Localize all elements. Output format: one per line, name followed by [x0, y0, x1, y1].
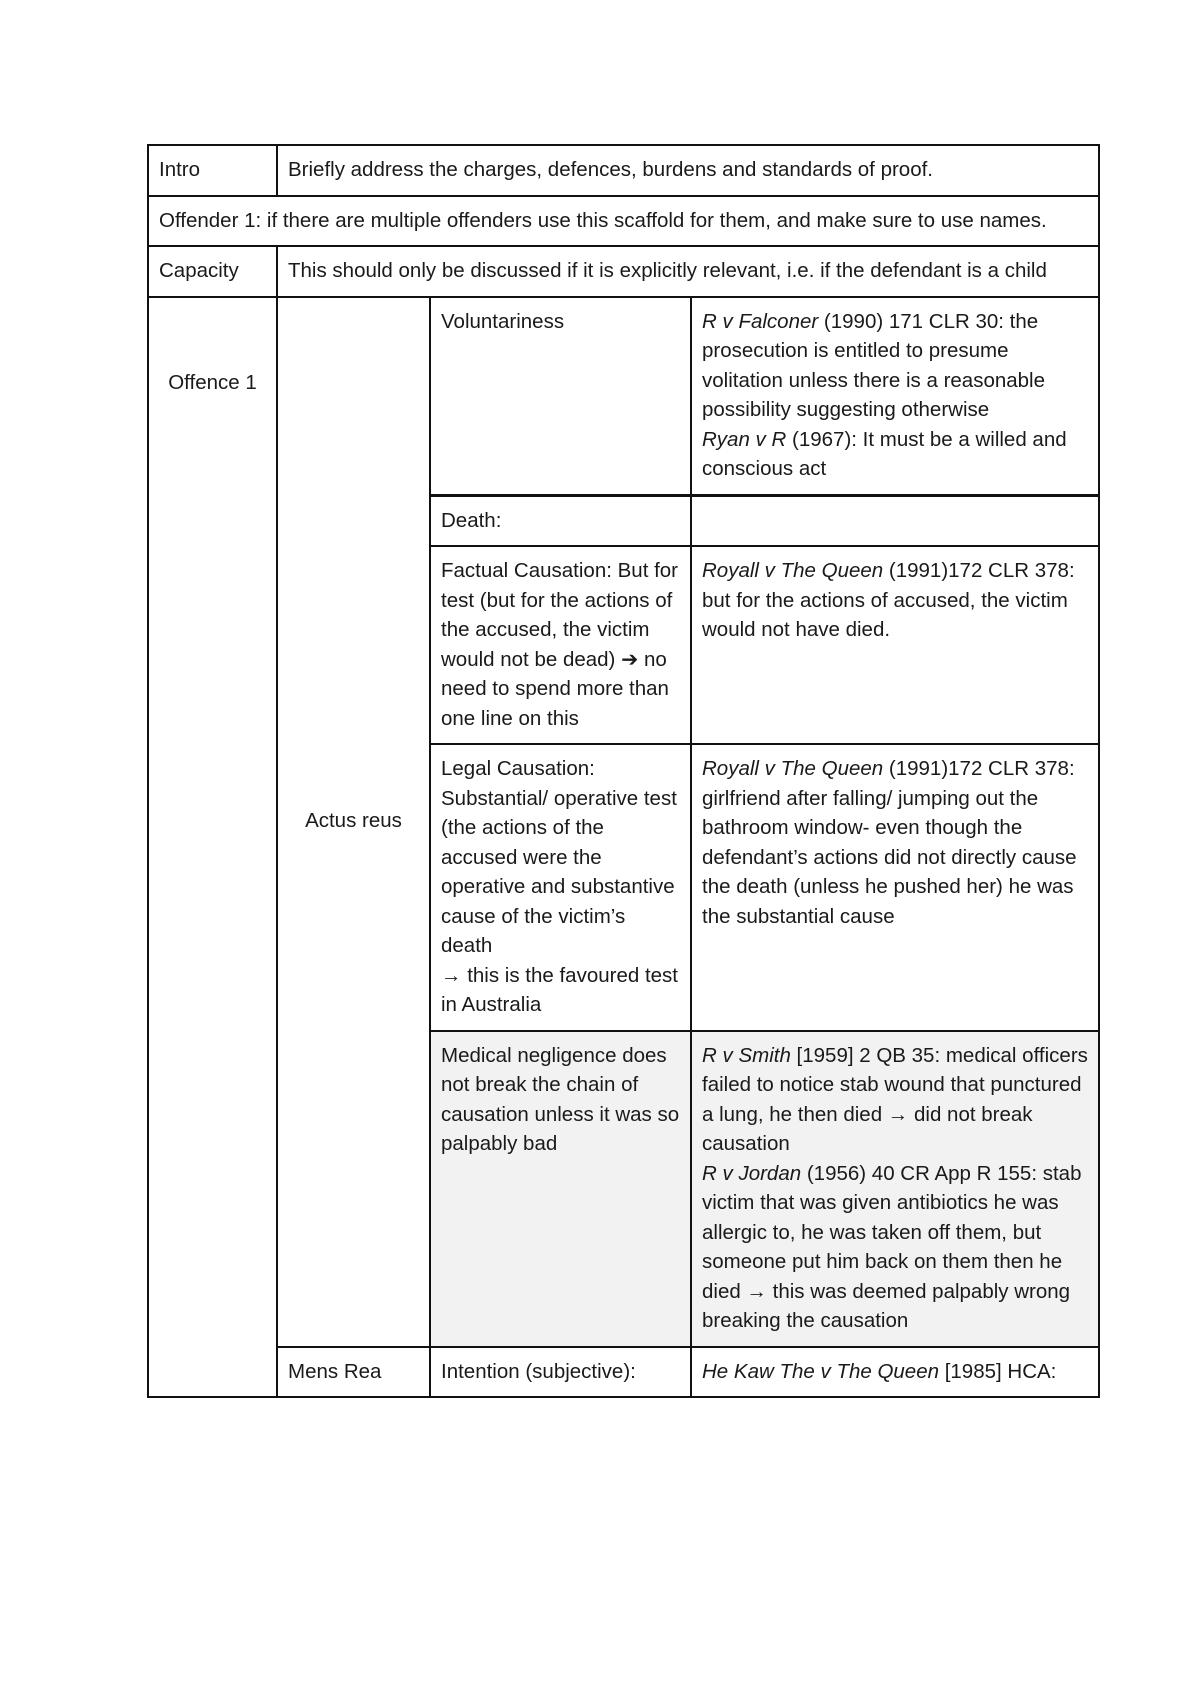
case-text: (1990) 171 CLR 30: the prosecution is entitled to presume volitation unless there is a reasonable possibility suggesting otherwise — [702, 309, 1046, 421]
intro-text: Briefly address the charges, defences, burdens and standards of proof. — [277, 145, 1099, 196]
death-label: Death: — [430, 495, 691, 546]
mens-rea-element: Intention (subjective): — [430, 1347, 691, 1398]
intro-row — [148, 145, 1099, 196]
offender-text: Offender 1: if there are multiple offenders use this scaffold for them, and make sure to use names. — [148, 196, 1099, 247]
legal-causation-label — [430, 744, 691, 1031]
legal-causation-note: → this is the favoured test in Australia — [441, 963, 679, 1016]
case-text: (1956) 40 CR App R 155: stab victim that was given antibiotics he was allergic to, he was taken off them, but someone put him back on them then he died → this was deemed palpably wrong breaking the causation — [702, 1161, 1082, 1332]
mens-rea-case — [691, 1347, 1099, 1398]
voluntariness-case-1 — [702, 307, 1088, 425]
actus-reus-label: Actus reus — [277, 297, 430, 1347]
mens-rea-row — [148, 1347, 1099, 1398]
scaffold-table — [147, 144, 1100, 1398]
medical-negligence-cases — [691, 1031, 1099, 1347]
capacity-text: This should only be discussed if it is explicitly relevant, i.e. if the defendant is a child — [277, 246, 1099, 297]
case-text: (1991)172 CLR 378: but for the actions of accused, the victim would not have died. — [702, 559, 1075, 641]
medical-negligence-case-1 — [702, 1041, 1088, 1159]
offender-row — [148, 196, 1099, 247]
case-name: Ryan v R — [702, 427, 787, 451]
case-name: He Kaw The v The Queen — [702, 1359, 940, 1383]
legal-causation-main: Legal Causation: Substantial/ operative test (the actions of the accused were the operative and substantive cause of the victim’s death — [441, 757, 677, 957]
medical-negligence-case-2 — [702, 1159, 1088, 1336]
legal-causation-case — [691, 744, 1099, 1031]
case-name: R v Falconer — [702, 309, 819, 333]
capacity-row — [148, 246, 1099, 297]
case-name: Royall v The Queen — [702, 559, 884, 582]
mens-rea-label: Mens Rea — [277, 1347, 430, 1398]
voluntariness-row — [148, 297, 1099, 496]
death-text — [691, 495, 1099, 546]
factual-causation-label: Factual Causation: But for test (but for the actions of the accused, the victim would not be dead) ➔ no need to spend more than one line on this — [430, 546, 691, 744]
voluntariness-case-2 — [702, 425, 1088, 484]
intro-label: Intro — [148, 145, 277, 196]
case-text: [1985] HCA: — [939, 1359, 1057, 1383]
medical-negligence-label: Medical negligence does not break the chain of causation unless it was so palpably bad — [430, 1031, 691, 1347]
voluntariness-label: Voluntariness — [430, 297, 691, 496]
case-text: (1967): It must be a willed and conscious act — [702, 427, 1067, 480]
case-name: R v Jordan — [702, 1161, 802, 1185]
case-name: Royall v The Queen — [702, 757, 884, 780]
offence-label: Offence 1 — [148, 297, 277, 1398]
voluntariness-cases — [691, 297, 1099, 496]
case-text: (1991)172 CLR 378: girlfriend after falling/ jumping out the bathroom window- even though the defendant’s actions did not directly cause the death (unless he pushed her) he was the substantial cause — [702, 757, 1077, 928]
factual-causation-case — [691, 546, 1099, 744]
case-text: [1959] 2 QB 35: medical officers failed to notice stab wound that punctured a lung, he then died → did not break causation — [702, 1043, 1088, 1155]
capacity-label: Capacity — [148, 246, 277, 297]
case-name: R v Smith — [702, 1043, 791, 1067]
